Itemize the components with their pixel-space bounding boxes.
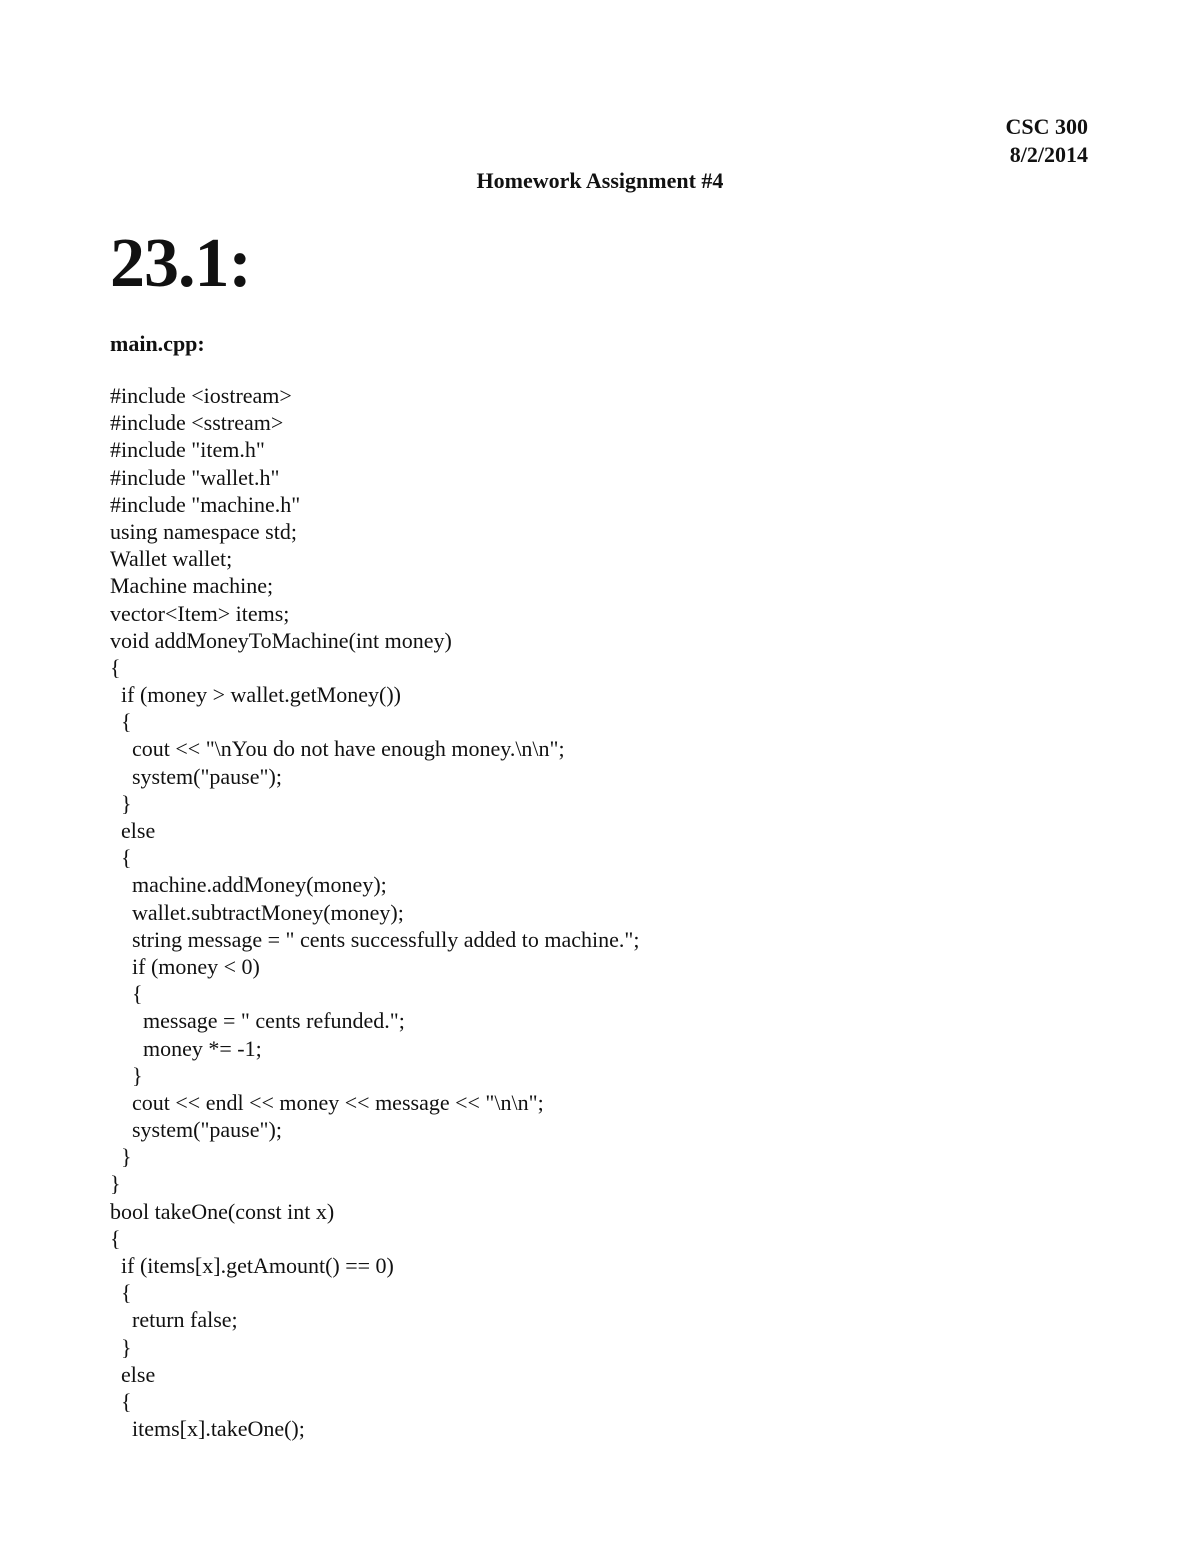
code-line: #include "machine.h" — [110, 491, 301, 517]
code-line: { — [110, 981, 143, 1007]
code-line: } — [110, 1062, 143, 1088]
code-line: string message = " cents successfully added to machine."; — [110, 926, 640, 952]
code-line: money *= -1; — [110, 1035, 262, 1061]
code-line: return false; — [110, 1307, 238, 1333]
code-line: else — [110, 1361, 156, 1387]
code-line: bool takeOne(const int x) — [110, 1198, 335, 1224]
code-line: { — [110, 709, 132, 735]
code-line: if (items[x].getAmount() == 0) — [110, 1253, 394, 1278]
code-line: system("pause"); — [110, 1117, 282, 1143]
code-line: { — [110, 1280, 132, 1306]
code-line: message = " cents refunded."; — [110, 1008, 405, 1034]
code-line: system("pause"); — [110, 763, 282, 789]
code-line: } — [110, 1334, 132, 1360]
section-heading: 23.1: — [110, 225, 251, 302]
code-line: Wallet wallet; — [110, 546, 233, 572]
course-info — [1005, 113, 1088, 169]
code-listing — [110, 382, 640, 1442]
code-line: using namespace std; — [110, 518, 297, 544]
code-line: } — [110, 1144, 132, 1170]
code-line: { — [110, 845, 132, 871]
code-line: void addMoneyToMachine(int money) — [110, 627, 452, 653]
code-line: if (money < 0) — [110, 953, 260, 979]
code-line: vector<Item> items; — [110, 600, 290, 626]
code-line: cout << endl << money << message << "\n\n"; — [110, 1089, 544, 1115]
code-line: #include "wallet.h" — [110, 464, 280, 490]
code-line: { — [110, 654, 121, 680]
code-line: { — [110, 1225, 121, 1251]
file-name-heading: main.cpp: — [110, 331, 205, 356]
code-line: cout << "\nYou do not have enough money.\n\n"; — [110, 736, 565, 762]
code-line: { — [110, 1388, 132, 1414]
code-line: #include <sstream> — [110, 410, 284, 436]
code-line: else — [110, 818, 156, 843]
code-line: #include <iostream> — [110, 383, 292, 408]
code-line: machine.addMoney(money); — [110, 872, 387, 898]
code-line: items[x].takeOne(); — [110, 1416, 305, 1442]
code-line: wallet.subtractMoney(money); — [110, 899, 404, 925]
assignment-date: 8/2/2014 — [1009, 142, 1088, 167]
code-line: #include "item.h" — [110, 437, 265, 463]
page-title: Homework Assignment #4 — [476, 168, 724, 193]
code-line: } — [110, 790, 132, 816]
course-code: CSC 300 — [1005, 114, 1088, 139]
code-line: } — [110, 1171, 121, 1197]
code-line: Machine machine; — [110, 573, 274, 599]
code-line: if (money > wallet.getMoney()) — [110, 682, 401, 708]
